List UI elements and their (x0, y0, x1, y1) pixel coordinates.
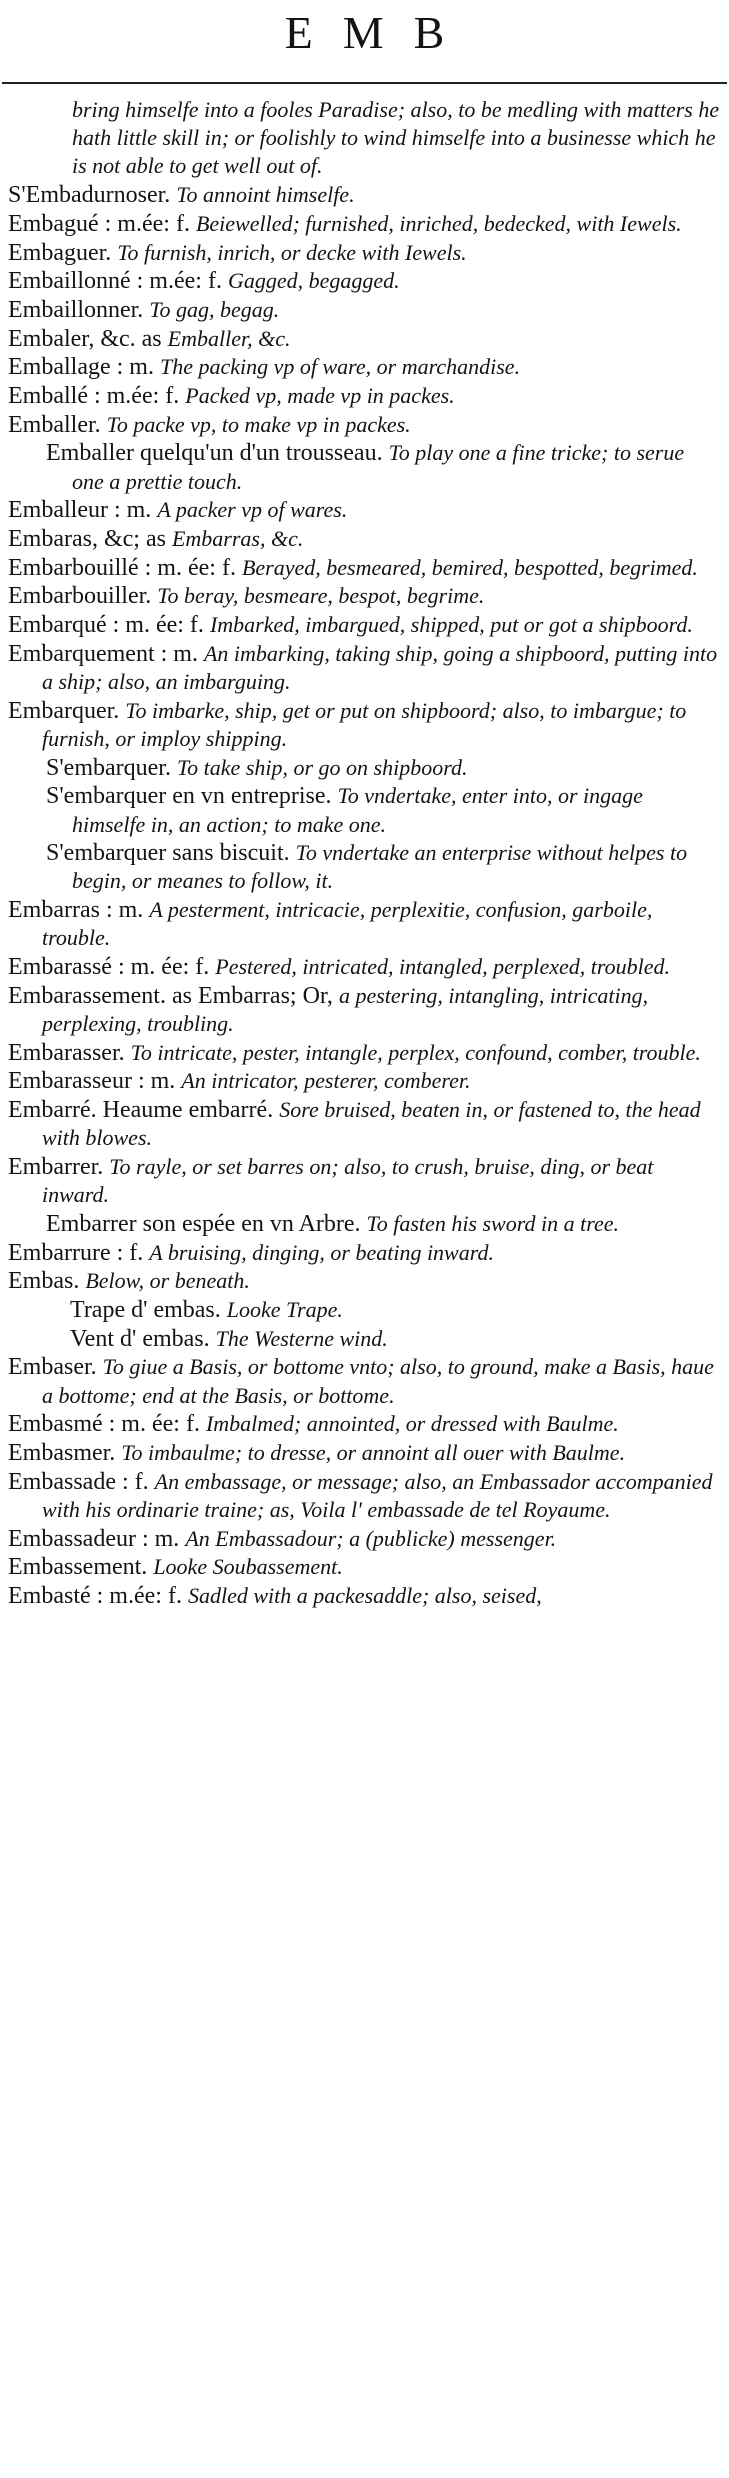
entry-grammar: : m. (105, 897, 144, 924)
entry-definition: Sore bruised, beaten in, or fastened to, the head with blowes. (42, 1097, 701, 1151)
entry-headword: Embarrure (8, 1239, 111, 1266)
dictionary-entry (8, 953, 720, 981)
entry-headword: Embaillonné (8, 268, 131, 295)
dictionary-entry (8, 1039, 720, 1067)
dictionary-entry (8, 611, 720, 639)
dictionary-entry (8, 96, 720, 181)
entry-definition: A pesterment, intricacie, perplexitie, confusion, garboile, trouble. (42, 897, 653, 951)
entry-headword: Embas. (8, 1268, 80, 1295)
dictionary-entry (8, 1239, 720, 1267)
entry-definition: An imbarking, taking ship, going a shipboord, putting into a ship; also, an imbarguing. (42, 640, 718, 695)
entry-definition: The packing vp of ware, or marchandise. (159, 354, 521, 380)
entry-definition: Below, or beneath. (85, 1268, 250, 1294)
entry-definition: An intricator, pesterer, comberer. (181, 1068, 471, 1094)
dictionary-entry (8, 353, 720, 381)
entry-definition: To take ship, or go on shipboord. (176, 754, 468, 780)
entry-definition: Looke Soubassement. (153, 1554, 343, 1580)
dictionary-entry (8, 754, 720, 782)
entry-grammar: : f. (116, 1239, 144, 1266)
entry-definition: To beray, besmeare, bespot, begrime. (157, 583, 485, 609)
entry-grammar: Heaume embarré. (102, 1097, 274, 1124)
entry-headword: Emballage (8, 354, 111, 381)
entry-definition: To rayle, or set barres on; also, to crush, bruise, ding, or beat inward. (42, 1154, 654, 1208)
entry-grammar: : m.ée: f. (96, 1583, 182, 1610)
dictionary-entry (8, 582, 720, 610)
entry-definition: A packer vp of wares. (157, 497, 348, 523)
dictionary-entry (8, 1353, 720, 1409)
dictionary-entry (8, 1267, 720, 1295)
entry-definition: Imbarked, imbargued, shipped, put or got a shipboord. (209, 612, 693, 638)
entry-headword: Embarquement (8, 640, 155, 667)
dictionary-entry (8, 1553, 720, 1581)
entry-headword: S'embarquer sans biscuit. (46, 840, 290, 867)
dictionary-entry (8, 697, 720, 753)
entry-headword: Embassadeur (8, 1525, 136, 1552)
entry-headword: Embarquer. (8, 697, 120, 724)
entry-definition: To imbaulme; to dresse, or annoint all ouer with Baulme. (121, 1440, 626, 1466)
entry-grammar: as (145, 526, 166, 553)
entry-definition: To fasten his sword in a tree. (366, 1210, 619, 1236)
dictionary-entry (8, 1296, 720, 1324)
entry-grammar: : m. (160, 640, 198, 667)
entry-grammar: : m. (116, 354, 154, 381)
header-rule (2, 82, 727, 84)
page-header (0, 0, 729, 84)
entry-definition: Pestered, intricated, intangled, perplexed, troubled. (215, 954, 671, 980)
entry-definition: To annoint himselfe. (176, 182, 355, 208)
entry-headword: Embarrer. (8, 1154, 104, 1181)
entry-definition: Beiewelled; furnished, inriched, bedecked, with Iewels. (195, 210, 682, 236)
entry-definition: Berayed, besmeared, bemired, bespotted, begrimed. (241, 554, 698, 580)
dictionary-entry (8, 181, 720, 209)
dictionary-entry (8, 411, 720, 439)
entry-headword: Embarbouiller. (8, 583, 152, 610)
entry-grammar: : m.ée: f. (104, 210, 190, 237)
dictionary-entry (8, 554, 720, 582)
entry-grammar: : m. ée: f. (144, 554, 236, 581)
entry-grammar: : m. ée: f. (112, 612, 204, 639)
entry-definition: To play one a fine tricke; to serue one a prettie touch. (72, 440, 685, 494)
dictionary-entry (8, 296, 720, 324)
dictionary-entry (8, 239, 720, 267)
entry-grammar: : m. (137, 1068, 176, 1095)
dictionary-entry (8, 1325, 720, 1353)
entry-headword: Embarras (8, 897, 100, 924)
entry-definition: bring himselfe into a fooles Paradise; also, to be medling with matters he hath little skill in; or foolishly to wind himselfe into a businesse which he is not able to get well out of. (72, 97, 720, 179)
entry-definition: Packed vp, made vp in packes. (185, 383, 455, 409)
entry-headword: Embassade (8, 1468, 116, 1495)
entry-list (8, 96, 720, 1611)
dictionary-entry (8, 1410, 720, 1438)
entry-headword: S'embarquer. (46, 754, 171, 781)
entry-definition: A bruising, dinging, or beating inward. (149, 1239, 494, 1265)
entry-headword: Emballer. (8, 411, 101, 438)
dictionary-entry (8, 1468, 720, 1524)
dictionary-entry (8, 640, 720, 696)
dictionary-entry (8, 982, 720, 1038)
entry-grammar: : m. (113, 497, 152, 524)
entry-definition: Emballer, &c. (167, 325, 291, 351)
dictionary-entry (8, 782, 720, 838)
entry-headword: Embaillonner. (8, 296, 144, 323)
entry-headword: Embarassé (8, 954, 112, 981)
entry-definition: Gagged, begagged. (227, 268, 400, 294)
dictionary-entry (8, 325, 720, 353)
entry-headword: Embagué (8, 210, 99, 237)
entry-headword: Embaguer. (8, 239, 112, 266)
entry-definition: a pestering, intangling, intricating, perplexing, troubling. (42, 982, 649, 1036)
entry-definition: To imbarke, ship, get or put on shipboord; also, to imbargue; to furnish, or imploy shipping. (42, 697, 687, 751)
entry-definition: Sadled with a packesaddle; also, seised, (187, 1583, 542, 1609)
entry-grammar: : m.ée: f. (136, 268, 222, 295)
entry-headword: Embaler, &c. (8, 325, 136, 352)
dictionary-entry (8, 496, 720, 524)
entry-headword: S'Embadurnoser. (8, 182, 171, 209)
entry-grammar: : f. (121, 1468, 149, 1495)
dictionary-entry (8, 382, 720, 410)
entry-headword: S'embarquer en vn entreprise. (46, 783, 332, 810)
entry-headword: Embarrer son espée en vn Arbre. (46, 1210, 361, 1237)
entry-grammar: as (141, 325, 162, 352)
entry-definition: To giue a Basis, or bottome vnto; also, to ground, make a Basis, haue a bottome; end at the Basis, or bottome. (42, 1354, 714, 1408)
entry-definition: Imbalmed; annointed, or dressed with Baulme. (205, 1411, 619, 1437)
entry-grammar: : m. ée: f. (117, 954, 210, 981)
dictionary-entry (8, 839, 720, 895)
entry-grammar: : m.ée: f. (93, 383, 180, 410)
entry-definition: Looke Trape. (226, 1297, 343, 1323)
dictionary-entry (8, 1439, 720, 1467)
dictionary-entry (8, 439, 720, 495)
dictionary-entry (8, 1582, 720, 1610)
entry-headword: Embarasseur (8, 1068, 132, 1095)
dictionary-entry (8, 1096, 720, 1152)
entry-headword: Embasté (8, 1583, 91, 1610)
entry-headword: Emballé (8, 383, 88, 410)
dictionary-entry (8, 1067, 720, 1095)
entry-definition: The Westerne wind. (215, 1325, 388, 1351)
entry-definition: To furnish, inrich, or decke with Iewels. (117, 239, 467, 265)
running-head: EMB (284, 7, 475, 58)
entry-headword: Embasmer. (8, 1440, 116, 1467)
entry-headword: Embarré. (8, 1097, 97, 1124)
entry-grammar: as Embarras; Or, (171, 982, 333, 1009)
entry-headword: Embaras, &c; (8, 526, 140, 553)
entry-headword: Embarassement. (8, 982, 166, 1009)
entry-definition: To vndertake an enterprise without helpes to begin, or meanes to follow, it. (72, 840, 688, 894)
entry-definition: An embassage, or message; also, an Embassador accompanied with his ordinarie traine; as, Voila l' embassade de tel Royaume. (42, 1468, 713, 1522)
entry-headword: Trape d' embas. (70, 1297, 221, 1324)
entry-definition: To gag, begag. (149, 296, 280, 322)
entry-headword: Vent d' embas. (70, 1325, 210, 1352)
entry-headword: Embarqué (8, 612, 107, 639)
entry-headword: Embaser. (8, 1354, 97, 1381)
entry-definition: To packe vp, to make vp in packes. (106, 411, 411, 437)
dictionary-entry (8, 210, 720, 238)
entry-definition: Embarras, &c. (171, 526, 304, 552)
entry-grammar: : m. ée: f. (108, 1411, 200, 1438)
dictionary-entry (8, 1153, 720, 1209)
dictionary-entry (8, 896, 720, 952)
dictionary-entry (8, 525, 720, 553)
entry-definition: To intricate, pester, intangle, perplex, confound, comber, trouble. (130, 1039, 701, 1065)
entry-grammar: : m. (141, 1525, 180, 1552)
entry-headword: Embarbouillé (8, 554, 139, 581)
entry-definition: An Embassadour; a (publicke) messenger. (185, 1525, 557, 1551)
entry-headword: Embasmé (8, 1411, 103, 1438)
entry-headword: Embassement. (8, 1554, 148, 1581)
entry-headword: Embarasser. (8, 1039, 125, 1066)
entry-headword: Emballer quelqu'un d'un trousseau. (46, 440, 383, 467)
entry-headword: Emballeur (8, 497, 108, 524)
dictionary-entry (8, 1525, 720, 1553)
dictionary-entry (8, 267, 720, 295)
entry-definition: To vndertake, enter into, or ingage himselfe in, an action; to make one. (72, 783, 643, 837)
dictionary-entry (8, 1210, 720, 1238)
